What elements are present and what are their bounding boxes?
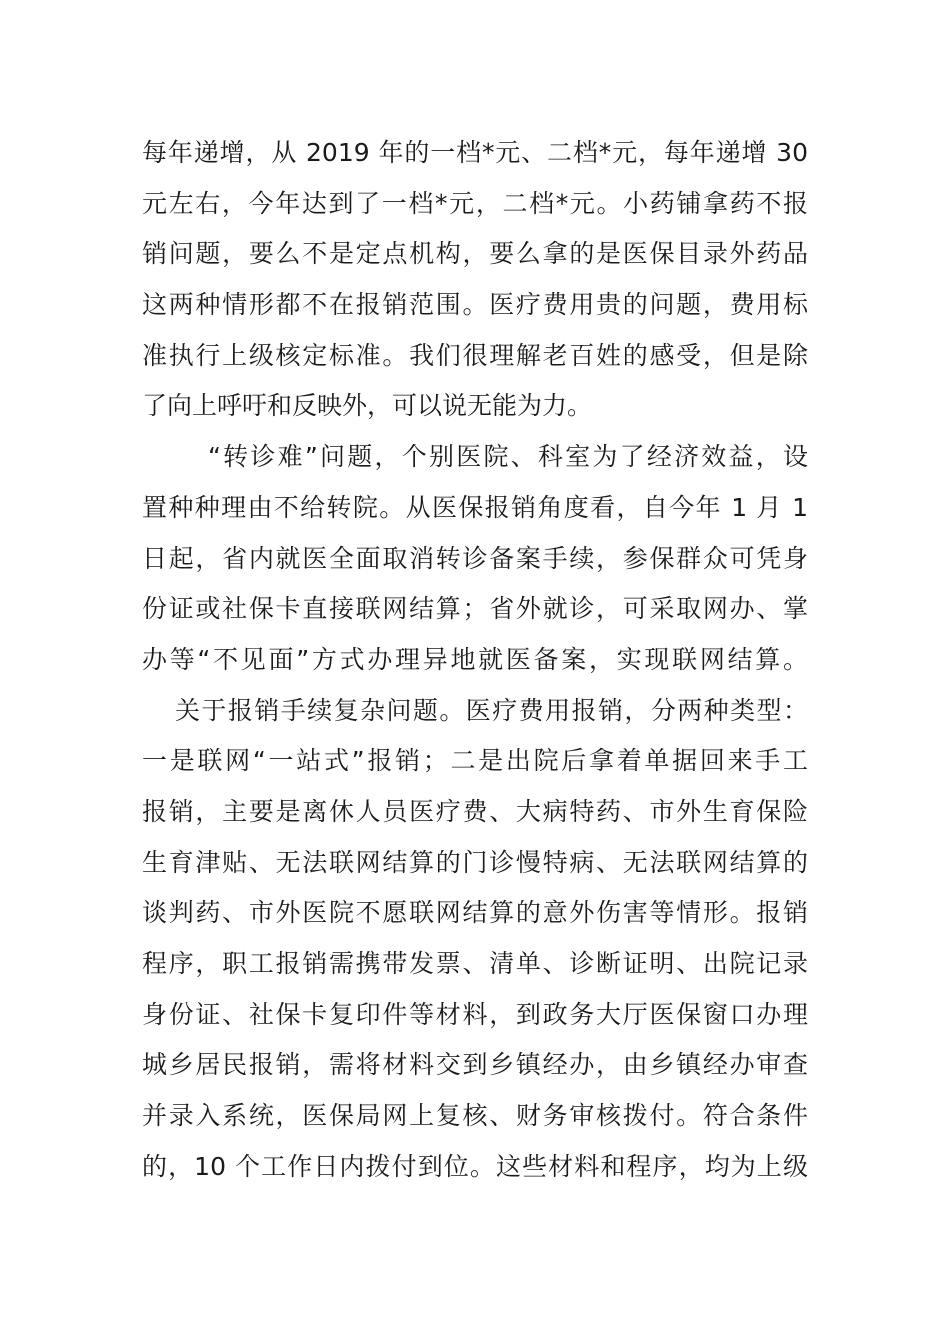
- text-line: 这两种情形都不在报销范围。医疗费用贵的问题，费用标: [142, 290, 808, 320]
- text-line: 生育津贴、无法联网结算的门诊慢特病、无法联网结算的: [142, 847, 808, 877]
- text-line: 办等“不见面”方式办理异地就医备案，实现联网结算。: [142, 644, 808, 674]
- text-line: 报销，主要是离休人员医疗费、大病特药、市外生育保险: [142, 796, 808, 826]
- text-line: “转诊难”问题，个别医院、科室为了经济效益，设: [208, 442, 808, 472]
- text-line: 元左右，今年达到了一档*元，二档*元。小药铺拿药不报: [142, 188, 808, 218]
- text-line: 身份证、社保卡复印件等材料，到政务大厅医保窗口办理: [142, 999, 808, 1029]
- document-body: [142, 128, 808, 1192]
- text-line: 谈判药、市外医院不愿联网结算的意外伤害等情形。报销: [142, 898, 808, 928]
- text-line: 准执行上级核定标准。我们很理解老百姓的感受，但是除: [142, 340, 808, 370]
- text-line: 关于报销手续复杂问题。医疗费用报销，分两种类型：: [175, 695, 808, 725]
- text-line: 日起，省内就医全面取消转诊备案手续，参保群众可凭身: [142, 543, 808, 573]
- paragraph-1: [142, 128, 808, 432]
- text-line: 城乡居民报销，需将材料交到乡镇经办，由乡镇经办审查: [142, 1050, 808, 1080]
- text-line: 一是联网“一站式”报销；二是出院后拿着单据回来手工: [142, 746, 808, 776]
- text-line: 置种种理由不给转院。从医保报销角度看，自今年 1 月 1: [142, 492, 808, 522]
- paragraph-2: [142, 432, 808, 685]
- text-line: 并录入系统，医保局网上复核、财务审核拨付。符合条件: [142, 1101, 808, 1131]
- text-line: 的，10 个工作日内拨付到位。这些材料和程序，均为上级: [142, 1151, 808, 1181]
- text-line: 销问题，要么不是定点机构，要么拿的是医保目录外药品: [142, 239, 808, 269]
- text-line: 每年递增，从 2019 年的一档*元、二档*元，每年递增 30: [142, 138, 808, 167]
- text-line: 程序，职工报销需携带发票、清单、诊断证明、出院记录: [142, 949, 808, 978]
- text-line: 了向上呼吁和反映外，可以说无能为力。: [142, 391, 593, 421]
- paragraph-3: [142, 686, 808, 1193]
- text-line: 份证或社保卡直接联网结算；省外就诊，可采取网办、掌: [142, 594, 808, 624]
